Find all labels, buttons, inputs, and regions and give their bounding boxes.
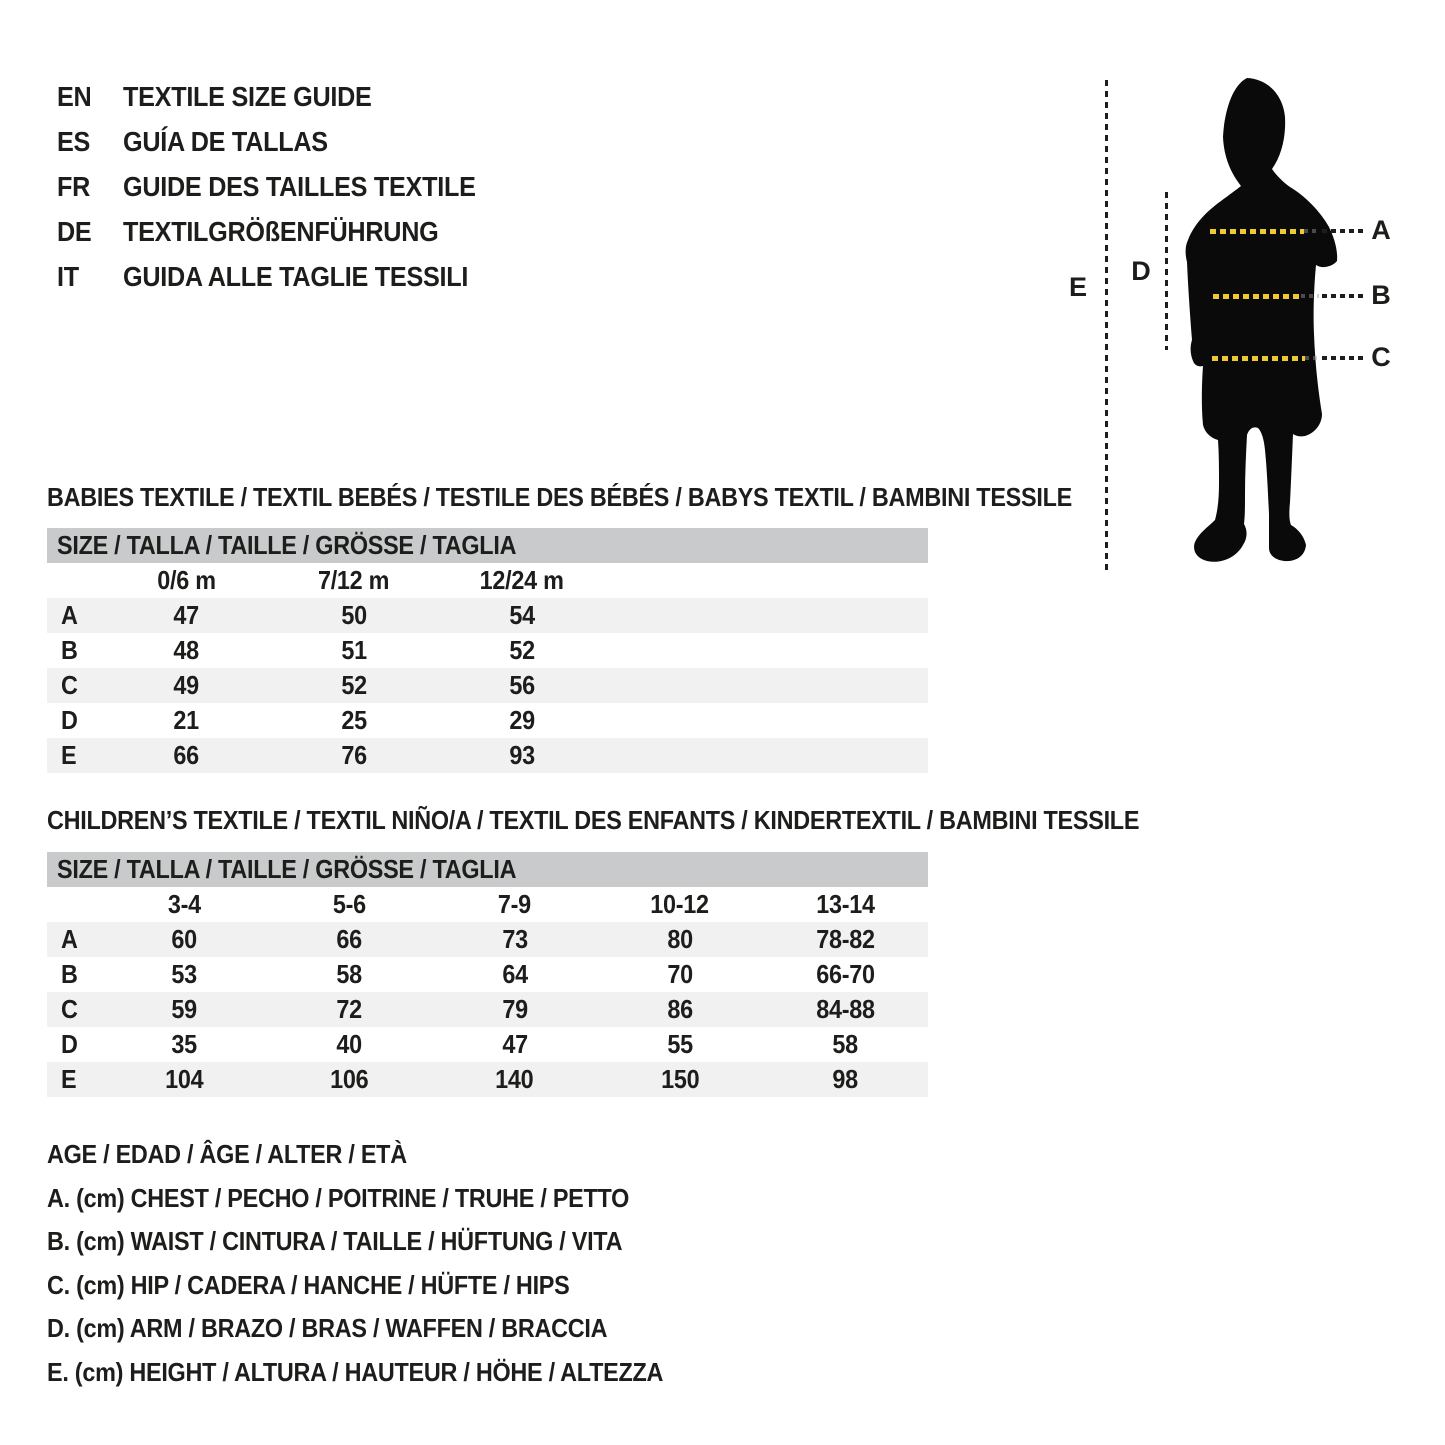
column-header: 13-14 <box>816 889 875 919</box>
cell: 48 <box>173 635 199 665</box>
legend-waist: B. (cm) WAIST / CINTURA / TAILLE / HÜFTUNG / VITA <box>47 1226 623 1257</box>
cell: 52 <box>509 635 535 665</box>
column-header: 3-4 <box>167 889 201 919</box>
row-label: D <box>61 705 78 735</box>
row-label: A <box>61 600 78 630</box>
children-section-title: CHILDREN’S TEXTILE / TEXTIL NIÑO/A / TEXTIL DES ENFANTS / KINDERTEXTIL / BAMBINI TESSILE <box>47 805 1140 835</box>
language-row-it <box>57 254 515 299</box>
language-code: IT <box>57 260 79 292</box>
measure-line-a-leader <box>1322 229 1364 233</box>
cell: 51 <box>341 635 367 665</box>
babies-section-title: BABIES TEXTILE / TEXTIL BEBÉS / TESTILE DES BÉBÉS / BABYS TEXTIL / BAMBINI TESSILE <box>47 482 1072 512</box>
language-row-es <box>57 119 515 164</box>
cell: 56 <box>509 670 535 700</box>
language-title: TEXTILE SIZE GUIDE <box>123 80 372 112</box>
row-label: D <box>61 1029 78 1059</box>
cell: 52 <box>341 670 367 700</box>
cell: 66 <box>336 924 363 954</box>
measure-line-b-fade <box>1301 294 1319 298</box>
table-row <box>47 957 928 992</box>
column-header: 7/12 m <box>318 565 390 595</box>
cell: 58 <box>336 959 363 989</box>
column-header: 12/24 m <box>480 565 564 595</box>
table-row <box>47 703 928 738</box>
row-label: E <box>61 1064 77 1094</box>
cell: 86 <box>667 994 693 1024</box>
language-code: EN <box>57 80 92 112</box>
table-row <box>47 992 928 1027</box>
cell: 150 <box>660 1064 700 1094</box>
cell: 66-70 <box>816 959 875 989</box>
cell: 59 <box>171 994 197 1024</box>
cell: 80 <box>667 924 693 954</box>
language-row-en <box>57 74 515 119</box>
cell: 73 <box>501 924 528 954</box>
cell: 106 <box>330 1064 369 1094</box>
table-row <box>47 1027 928 1062</box>
measure-line-b-waist <box>1213 294 1301 299</box>
row-label: B <box>61 635 78 665</box>
language-code: FR <box>57 170 91 202</box>
cell: 84-88 <box>816 994 875 1024</box>
measure-line-c-fade <box>1305 356 1320 360</box>
cell: 47 <box>173 600 199 630</box>
cell: 66 <box>173 740 199 770</box>
language-row-fr <box>57 164 515 209</box>
column-header: 5-6 <box>332 889 366 919</box>
language-title: GUÍA DE TALLAS <box>123 125 328 157</box>
cell: 78-82 <box>816 924 875 954</box>
table-row <box>47 1062 928 1097</box>
column-header: 0/6 m <box>156 565 216 595</box>
measure-line-a-fade <box>1304 229 1320 233</box>
size-header-bar <box>47 528 928 563</box>
cell: 60 <box>171 924 197 954</box>
language-code: ES <box>57 125 91 157</box>
measure-label-c: C <box>1371 342 1391 372</box>
legend-hip: C. (cm) HIP / CADERA / HANCHE / HÜFTE / HIPS <box>47 1269 570 1300</box>
cell: 21 <box>173 705 199 735</box>
row-label: C <box>61 994 78 1024</box>
cell: 104 <box>164 1064 204 1094</box>
cell: 140 <box>495 1064 534 1094</box>
cell: 49 <box>173 670 199 700</box>
measure-label-b: B <box>1371 280 1391 310</box>
legend-arm: D. (cm) ARM / BRAZO / BRAS / WAFFEN / BRACCIA <box>47 1313 608 1344</box>
cell: 54 <box>509 600 535 630</box>
cell: 70 <box>667 959 693 989</box>
cell: 50 <box>341 600 367 630</box>
table-column-headers <box>47 563 928 598</box>
size-header-label: SIZE / TALLA / TAILLE / GRÖSSE / TAGLIA <box>57 854 517 884</box>
cell: 58 <box>832 1029 859 1059</box>
legend-chest: A. (cm) CHEST / PECHO / POITRINE / TRUHE / PETTO <box>47 1182 630 1213</box>
row-label: C <box>61 670 78 700</box>
language-row-de <box>57 209 515 254</box>
table-row <box>47 633 928 668</box>
size-header-bar <box>47 852 928 887</box>
row-label: E <box>61 740 77 770</box>
measure-line-c-leader <box>1322 356 1364 360</box>
table-column-headers <box>47 887 928 922</box>
table-row <box>47 922 928 957</box>
language-title: GUIDE DES TAILLES TEXTILE <box>123 170 476 202</box>
cell: 29 <box>509 705 535 735</box>
cell: 98 <box>832 1064 859 1094</box>
legend-height: E. (cm) HEIGHT / ALTURA / HAUTEUR / HÖHE / ALTEZZA <box>47 1356 664 1387</box>
language-title-list <box>57 74 515 299</box>
cell: 47 <box>501 1029 528 1059</box>
cell: 35 <box>171 1029 197 1059</box>
measure-line-a-chest <box>1210 229 1304 234</box>
measure-line-d-arm <box>1165 192 1168 350</box>
cell: 72 <box>336 994 363 1024</box>
cell: 76 <box>341 740 367 770</box>
cell: 93 <box>509 740 535 770</box>
measure-line-b-leader <box>1322 294 1364 298</box>
table-row <box>47 738 928 773</box>
language-title: GUIDA ALLE TAGLIE TESSILI <box>123 260 469 292</box>
table-row <box>47 668 928 703</box>
measure-label-a: A <box>1371 215 1391 245</box>
column-header: 10-12 <box>650 889 710 919</box>
column-header: 7-9 <box>498 889 532 919</box>
row-label: B <box>61 959 78 989</box>
babies-size-table <box>47 528 928 773</box>
cell: 79 <box>501 994 528 1024</box>
language-code: DE <box>57 215 92 247</box>
child-silhouette-figure <box>1150 70 1445 570</box>
language-title: TEXTILGRÖßENFÜHRUNG <box>123 215 439 247</box>
measure-line-c-hip <box>1212 356 1305 361</box>
children-size-table <box>47 852 928 1097</box>
measurement-legend <box>47 1133 732 1394</box>
cell: 53 <box>171 959 197 989</box>
cell: 64 <box>501 959 528 989</box>
size-header-label: SIZE / TALLA / TAILLE / GRÖSSE / TAGLIA <box>57 530 517 560</box>
measure-label-e: E <box>1068 272 1087 302</box>
table-row <box>47 598 928 633</box>
row-label: A <box>61 924 78 954</box>
measure-label-d: D <box>1131 256 1151 286</box>
cell: 40 <box>336 1029 363 1059</box>
legend-age: AGE / EDAD / ÂGE / ALTER / ETÀ <box>47 1139 407 1170</box>
cell: 55 <box>667 1029 693 1059</box>
cell: 25 <box>341 705 367 735</box>
